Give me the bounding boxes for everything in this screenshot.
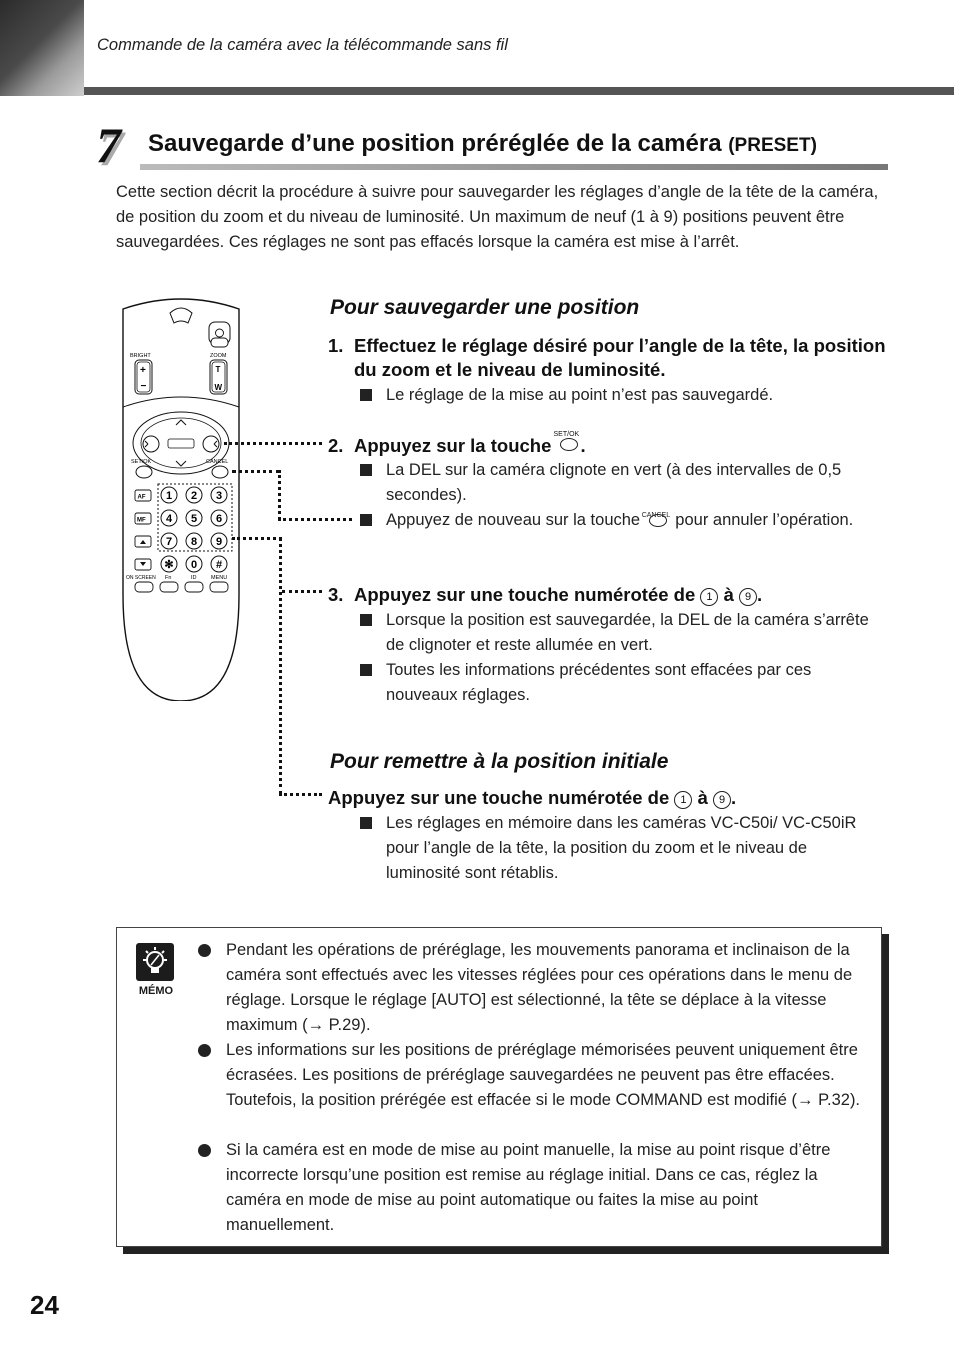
- restore-heading: Pour remettre à la position initiale: [330, 750, 669, 773]
- step-2-text: Appuyez sur la touche: [354, 435, 552, 456]
- restore-circled-key-9: 9: [713, 791, 731, 809]
- key-1: 1: [165, 490, 173, 502]
- cancel-label: CANCEL: [206, 459, 229, 465]
- key-0: 0: [190, 559, 198, 571]
- connector-step3: [282, 590, 322, 593]
- bullet-square: [360, 464, 372, 476]
- connector-keys-top: [232, 537, 282, 540]
- section-title-text: Sauvegarde d’une position préréglée de la caméra: [148, 130, 722, 157]
- memo-item-3-text: Si la caméra est en mode de mise au point manuelle, la mise au point risque d’être incorrecte lorsqu’une position est remise au réglage initial. Dans ce cas, réglez la caméra en mode de mise au point automatique ou faites la mise au point manuellement.: [226, 1141, 831, 1234]
- connector-restore: [279, 793, 322, 796]
- bullet-dot: [198, 1044, 211, 1057]
- menu-label: MENU: [211, 575, 228, 581]
- onscreen-label: ON SCREEN: [126, 575, 156, 581]
- zoom-t-label: T: [215, 365, 221, 374]
- restore-note: [360, 811, 880, 886]
- memo-item-2: [198, 1038, 868, 1113]
- corner-decoration: [0, 0, 84, 96]
- svg-text:−: −: [140, 381, 147, 392]
- step-3-a: à: [723, 584, 734, 605]
- step-1-note: [360, 383, 880, 408]
- zoom-label: ZOOM: [210, 353, 227, 359]
- step-1: [328, 334, 888, 382]
- memo-label: MÉMO: [138, 985, 174, 997]
- bullet-square: [360, 514, 372, 526]
- step-3: 3. Appuyez sur une touche numérotée de 1 à 9 .: [328, 584, 763, 605]
- key-3: 3: [215, 490, 223, 502]
- key-4: 4: [165, 513, 173, 525]
- connector-cancel-top: [232, 470, 280, 473]
- circled-key-9: 9: [739, 588, 757, 606]
- key-6: 6: [215, 513, 223, 525]
- memo-item-3: [198, 1138, 868, 1238]
- memo-item-1: [198, 938, 868, 1038]
- zoom-w-label: W: [214, 383, 223, 392]
- header-title: Commande de la caméra avec la télécommande sans fil: [97, 36, 508, 54]
- bullet-square: [360, 664, 372, 676]
- svg-text:#: #: [215, 559, 223, 571]
- key-7: 7: [165, 536, 173, 548]
- step-3-note-2: [360, 658, 880, 708]
- step-2-note-2-pre: Appuyez de nouveau sur la touche: [386, 511, 641, 529]
- restore-circled-key-1: 1: [674, 791, 692, 809]
- remote-control-illustration: [118, 295, 244, 701]
- cancel-key-label: CANCEL: [641, 512, 671, 519]
- step-2-note-1: [360, 458, 880, 508]
- bullet-square: [360, 614, 372, 626]
- setok-label: SET/OK: [131, 459, 152, 465]
- bullet-dot: [198, 1144, 211, 1157]
- connector-cancel-bottom: [278, 518, 352, 521]
- restore-step: Appuyez sur une touche numérotée de 1 à 9 .: [328, 787, 737, 808]
- step-1-num: 1.: [328, 335, 344, 356]
- setok-key-icon: [553, 431, 581, 454]
- memo-item-1-text: Pendant les opérations de préréglage, les mouvements panorama et inclinaison de la caméra sont effectués avec les vitesses réglées pour ces opérations dans le menu de réglage. Lorsque le réglage [AUTO] est sélectionné, la tête se déplace à la vitesse maximum (→ P.29).: [226, 941, 853, 1034]
- step-3-note-1: [360, 608, 880, 658]
- step-3-num: 3.: [328, 584, 344, 605]
- section-number: 7: [96, 117, 121, 173]
- svg-text:+: +: [140, 365, 146, 376]
- connector-keys-v: [279, 537, 282, 795]
- step-3-text: Appuyez sur une touche numérotée de: [354, 584, 696, 605]
- header-rule: [84, 87, 954, 95]
- cancel-key-icon: [641, 511, 671, 527]
- restore-step-a: à: [697, 787, 708, 808]
- step-2-note-2-post: pour annuler l’opération.: [675, 511, 854, 529]
- restore-step-text: Appuyez sur une touche numérotée de: [328, 787, 670, 808]
- svg-text:✻: ✻: [164, 559, 174, 571]
- key-8: 8: [190, 536, 198, 548]
- bullet-square: [360, 389, 372, 401]
- connector-cancel-v: [278, 470, 281, 520]
- page-number: 24: [30, 1290, 59, 1320]
- step-2-note-2: [360, 508, 880, 533]
- fn-label: Fn: [165, 575, 172, 581]
- setok-key-label: SET/OK: [553, 431, 580, 438]
- step-2-note-1-text: La DEL sur la caméra clignote en vert (à des intervalles de 0,5 secondes).: [386, 461, 842, 504]
- restore-note-text: Les réglages en mémoire dans les caméras VC-C50i/ VC-C50iR pour l’angle de la tête, la position du zoom et le niveau de luminosité sont rétablis.: [386, 814, 857, 882]
- key-2: 2: [190, 490, 198, 502]
- key-9: 9: [215, 536, 223, 548]
- bright-label: BRIGHT: [130, 353, 151, 359]
- step-2-num: 2.: [328, 435, 344, 456]
- mf-label: MF: [137, 517, 146, 524]
- section-title: [148, 130, 817, 158]
- bullet-dot: [198, 944, 211, 957]
- section-title-suffix: (PRESET): [728, 135, 817, 156]
- circled-key-1: 1: [700, 588, 718, 606]
- save-heading: Pour sauvegarder une position: [330, 296, 640, 319]
- step-1-text: Effectuez le réglage désiré pour l’angle de la tête, la position du zoom et le niveau de luminosité.: [354, 335, 886, 380]
- memo-lightbulb-icon: [136, 943, 174, 981]
- bullet-square: [360, 817, 372, 829]
- key-5: 5: [190, 513, 198, 525]
- step-3-note-1-text: Lorsque la position est sauvegardée, la DEL de la caméra s’arrête de clignoter et reste allumée en vert.: [386, 611, 869, 654]
- connector-setok: [224, 442, 322, 445]
- step-3-note-2-text: Toutes les informations précédentes sont effacées par ces nouveaux réglages.: [386, 661, 812, 704]
- section-intro: Cette section décrit la procédure à suivre pour sauvegarder les réglages d’angle de la tête de la caméra, de position du zoom et du niveau de luminosité. Un maximum de neuf (1 à 9) positions peuvent être sauvegardées. Ces réglages ne sont pas effacés lorsque la caméra est mise à l’arrêt.: [116, 183, 879, 251]
- step-1-note-text: Le réglage de la mise au point n’est pas sauvegardé.: [386, 386, 774, 404]
- id-label: ID: [191, 575, 197, 581]
- af-label: AF: [137, 494, 146, 501]
- section-underline: [140, 164, 888, 170]
- step-2: 2. Appuyez sur la touche SET/OK .: [328, 432, 888, 458]
- memo-item-2-text: Les informations sur les positions de préréglage mémorisées peuvent uniquement être écrasées. Les positions de préréglage sauvegardées ne peuvent pas être effacées. Toutefois, la position prérégée est effacée si le mode COMMAND est modifié (→ P.32).: [226, 1041, 861, 1109]
